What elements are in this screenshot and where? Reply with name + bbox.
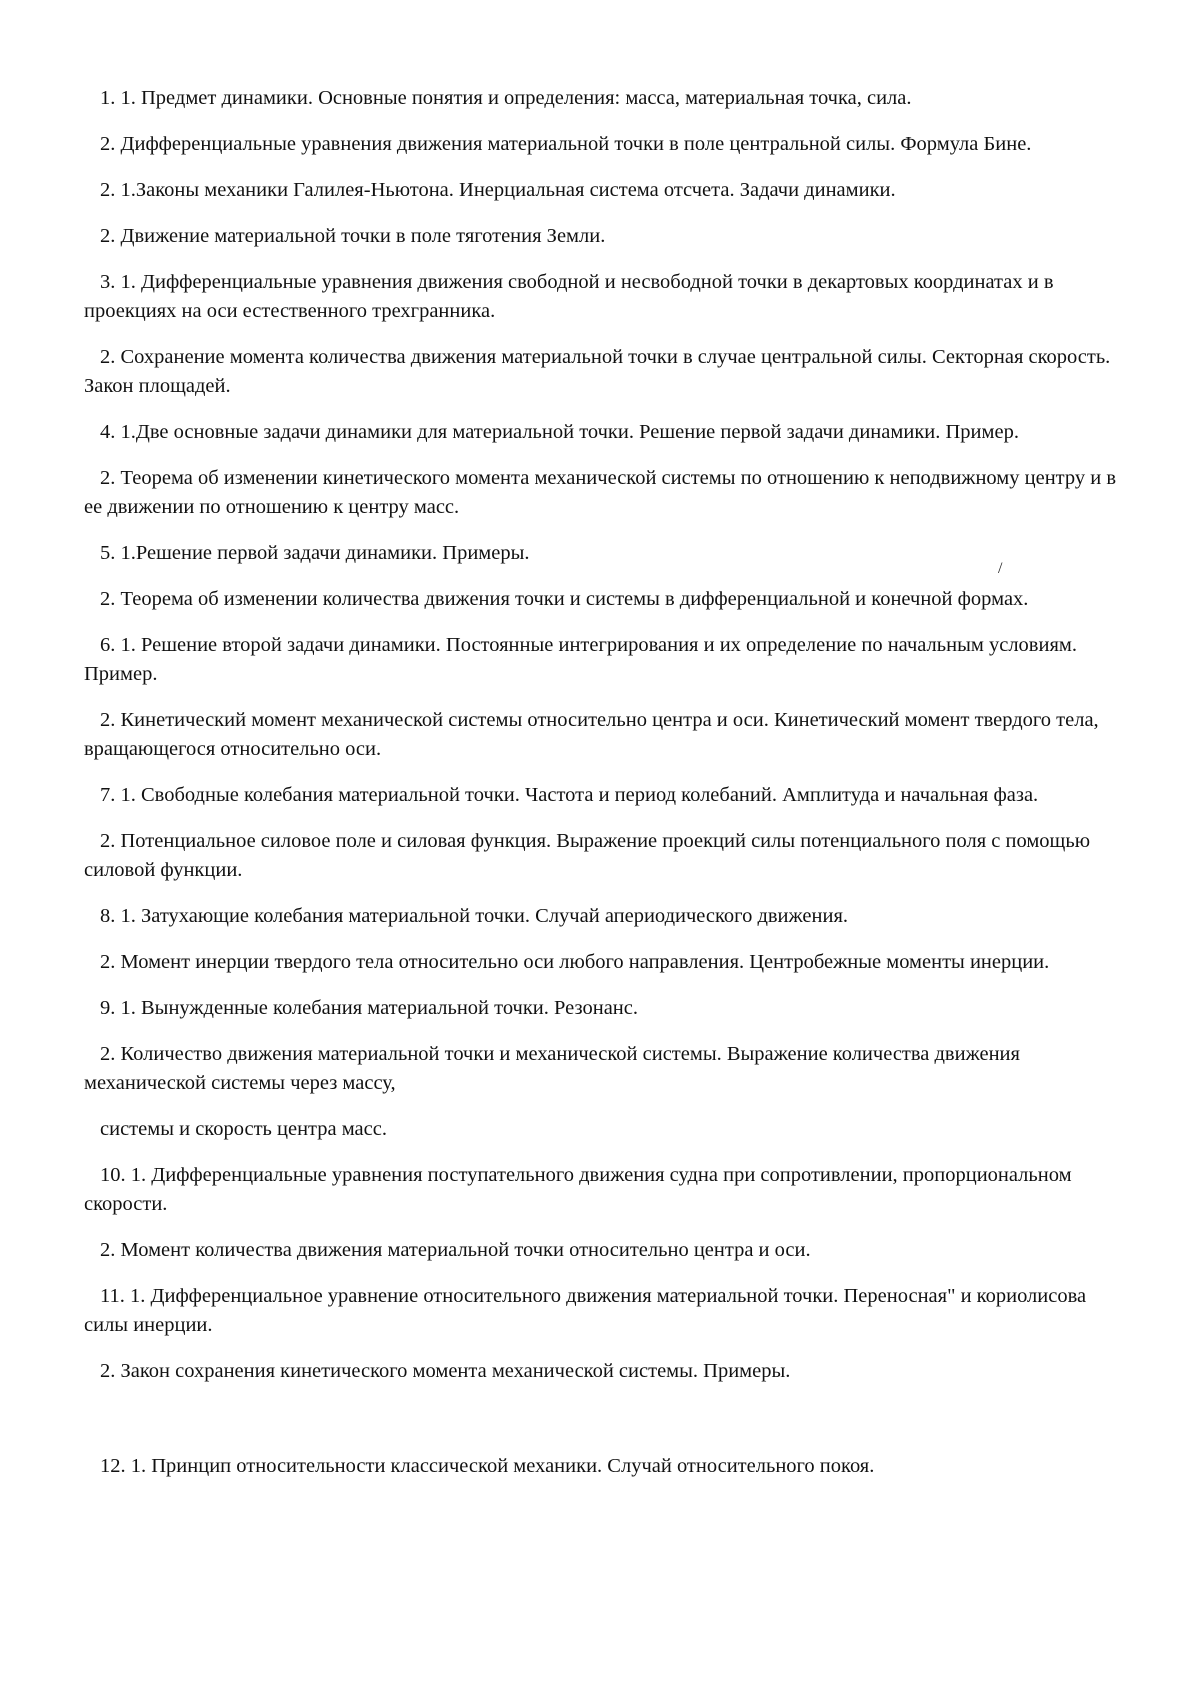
question-4-part-2: 2. Теорема об изменении кинетического момента механической системы по отношению к неподвижному центру и в ее движении по отношению к центру масс. (84, 467, 1117, 518)
question-4-part-1: 4. 1.Две основные задачи динамики для материальной точки. Решение первой задачи динамики. Пример. (100, 421, 1019, 443)
question-10-part-2: 2. Момент количества движения материальной точки относительно центра и оси. (100, 1239, 811, 1261)
question-7-part-2: 2. Потенциальное силовое поле и силовая функция. Выражение проекций силы потенциального поля с помощью силовой функции. (84, 830, 1091, 881)
question-2-part-1: 2. 1.Законы механики Галилея-Ньютона. Инерциальная система отсчета. Задачи динамики. (100, 179, 896, 201)
question-7-part-1: 7. 1. Свободные колебания материальной точки. Частота и период колебаний. Амплитуда и начальная фаза. (100, 784, 1039, 806)
question-1-part-1: 1. 1. Предмет динамики. Основные понятия и определения: масса, материальная точка, сила. (100, 87, 912, 109)
question-8-part-2: 2. Момент инерции твердого тела относительно оси любого направления. Центробежные моменты инерции. (100, 951, 1050, 973)
question-3-part-2: 2. Сохранение момента количества движения материальной точки в случае центральной силы. Секторная скорость. Закон площадей. (84, 346, 1111, 397)
question-1-part-2: 2. Дифференциальные уравнения движения материальной точки в поле центральной силы. Формула Бине. (100, 133, 1032, 155)
question-6-part-2: 2. Кинетический момент механической системы относительно центра и оси. Кинетический момент твердого тела, вращающегося относительно оси. (84, 709, 1099, 760)
question-5-part-1: 5. 1.Решение первой задачи динамики. Примеры. (100, 542, 530, 564)
question-11-part-2: 2. Закон сохранения кинетического момента механической системы. Примеры. (100, 1360, 791, 1382)
question-6-part-1: 6. 1. Решение второй задачи динамики. Постоянные интегрирования и их определение по начальным условиям. Пример. (84, 634, 1077, 685)
question-10-part-1: 10. 1. Дифференциальные уравнения поступательного движения судна при сопротивлении, пропорциональном скорости. (84, 1164, 1072, 1215)
document-page (84, 84, 1124, 1498)
question-9-part-2-continued: системы и скорость центра масс. (100, 1118, 387, 1140)
question-11-part-1: 11. 1. Дифференциальное уравнение относительного движения материальной точки. Переносная" и кориолисова силы инерции. (84, 1285, 1087, 1336)
question-8-part-1: 8. 1. Затухающие колебания материальной точки. Случай апериодического движения. (100, 905, 849, 927)
question-3-part-1: 3. 1. Дифференциальные уравнения движения свободной и несвободной точки в декартовых координатах и в проекциях на оси естественного трехгранника. (84, 271, 1054, 322)
question-12-part-1: 12. 1. Принцип относительности классической механики. Случай относительного покоя. (100, 1455, 875, 1477)
stray-mark: / (998, 560, 1003, 577)
question-2-part-2: 2. Движение материальной точки в поле тяготения Земли. (100, 225, 606, 247)
question-5-part-2: 2. Теорема об изменении количества движения точки и системы в дифференциальной и конечной формах. (100, 588, 1029, 610)
question-9-part-2: 2. Количество движения материальной точки и механической системы. Выражение количества движения механической системы через массу, (84, 1043, 1020, 1094)
question-9-part-1: 9. 1. Вынужденные колебания материальной точки. Резонанс. (100, 997, 639, 1019)
